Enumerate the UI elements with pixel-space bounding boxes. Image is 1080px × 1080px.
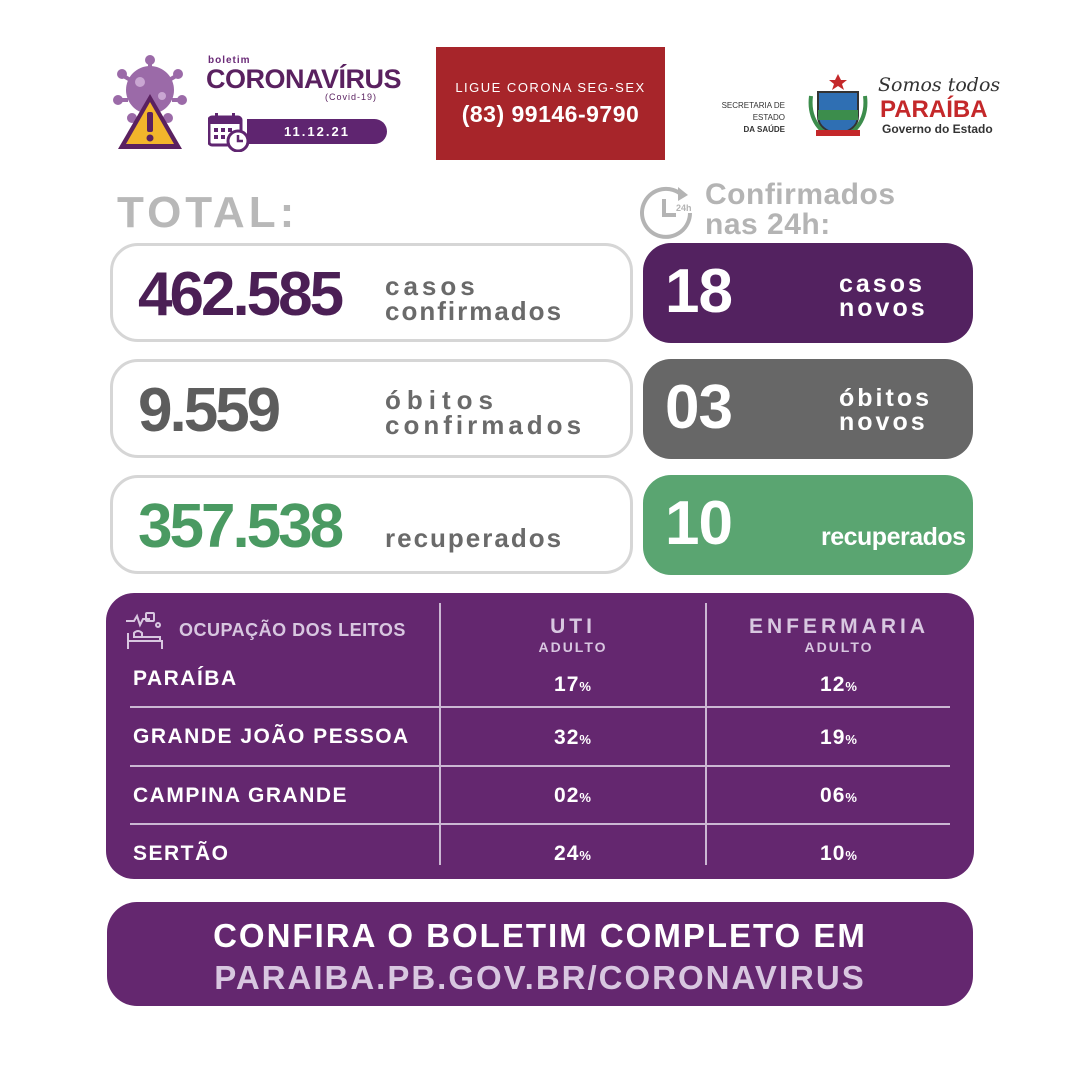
uti-percentage: 17% <box>554 673 592 696</box>
total-deaths-card <box>110 359 633 458</box>
bed-occupancy-title: OCUPAÇÃO DOS LEITOS <box>179 620 406 640</box>
state-government: Governo do Estado <box>882 122 993 136</box>
total-recovered-label: recuperados <box>385 523 564 553</box>
uti-percentage: 02% <box>554 784 592 807</box>
region-name: CAMPINA GRANDE <box>133 784 349 807</box>
new-cases-card <box>643 243 973 343</box>
total-recovered-card <box>110 475 633 574</box>
ward-percentage: 06% <box>820 784 858 807</box>
ward-percentage: 19% <box>820 726 858 749</box>
ward-percentage: 12% <box>820 673 858 696</box>
hospital-bed-icon <box>124 611 166 653</box>
state-slogan: Somos todos <box>878 74 1001 96</box>
ward-column-header: ENFERMARIA ADULTO <box>749 615 929 655</box>
footer-banner <box>107 902 973 1006</box>
new-deaths-value: 03 <box>665 373 732 442</box>
last24h-heading <box>705 180 896 240</box>
clock-24h-icon <box>638 183 694 239</box>
ward-percentage: 10% <box>820 842 858 865</box>
hotline-number: (83) 99146-9790 <box>461 101 640 127</box>
new-deaths-label: óbitos novos <box>839 384 932 436</box>
total-deaths-value: 9.559 <box>138 376 279 445</box>
last24h-heading-line1: Confirmados <box>705 178 896 211</box>
row-divider <box>130 765 950 767</box>
footer-line1: CONFIRA O BOLETIM COMPLETO EM <box>213 917 867 954</box>
total-cases-card <box>110 243 633 342</box>
uti-column-header: UTI ADULTO <box>538 615 608 655</box>
new-recovered-value: 10 <box>665 489 732 558</box>
new-cases-label: casos novos <box>839 270 928 322</box>
health-secretariat <box>690 100 785 136</box>
row-divider <box>130 823 950 825</box>
virus-warning-icon <box>110 52 190 152</box>
bed-occupancy-table <box>106 593 974 879</box>
region-name: SERTÃO <box>133 842 230 865</box>
secretariat-line1: SECRETARIA DE ESTADO <box>721 101 785 122</box>
brand-title: CORONAVÍRUS <box>206 64 402 94</box>
region-name: GRANDE JOÃO PESSOA <box>133 725 410 748</box>
state-name: PARAÍBA <box>880 96 988 123</box>
total-heading: TOTAL: <box>117 188 299 237</box>
total-cases-label: casos confirmados <box>385 271 564 326</box>
hotline-box <box>436 47 665 160</box>
brand-subtitle: (Covid-19) <box>325 92 378 102</box>
brand-kicker: boletim <box>208 55 251 66</box>
footer-url[interactable]: PARAIBA.PB.GOV.BR/CORONAVIRUS <box>214 959 866 996</box>
uti-percentage: 24% <box>554 842 592 865</box>
clock-24h-label: 24h <box>676 203 692 213</box>
hotline-label: LIGUE CORONA SEG-SEX <box>455 80 646 95</box>
bulletin-date: 11.12.21 <box>247 119 387 144</box>
new-recovered-card <box>643 475 973 575</box>
total-recovered-value: 357.538 <box>138 492 342 561</box>
total-deaths-label: óbitos confirmados <box>385 385 586 440</box>
uti-percentage: 32% <box>554 726 592 749</box>
new-recovered-label: recuperados <box>821 523 966 551</box>
region-name: PARAÍBA <box>133 667 238 690</box>
secretariat-line2: DA SAÚDE <box>743 125 785 134</box>
calendar-clock-icon <box>208 112 250 152</box>
last24h-heading-line2: nas 24h: <box>705 208 831 241</box>
coat-of-arms-icon <box>808 72 868 138</box>
row-divider <box>130 706 950 708</box>
new-deaths-card <box>643 359 973 459</box>
total-cases-value: 462.585 <box>138 260 342 329</box>
new-cases-value: 18 <box>665 257 732 326</box>
